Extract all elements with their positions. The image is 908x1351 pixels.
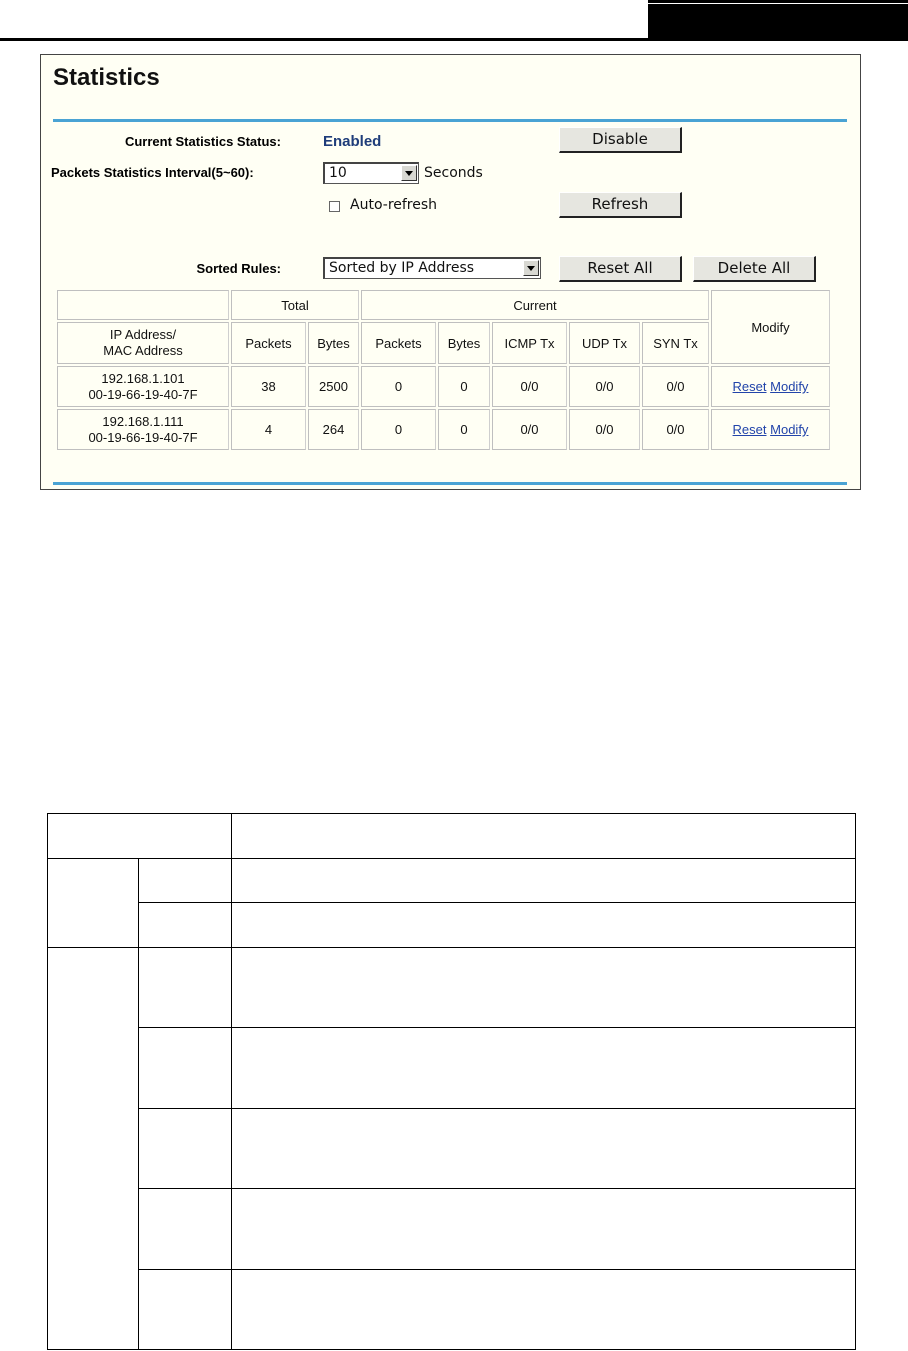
modify-link[interactable]: Modify [770,422,809,437]
empty-cell [232,1270,856,1350]
table-row [48,1189,856,1270]
reset-all-button[interactable]: Reset All [559,256,682,282]
empty-cell [48,948,139,1350]
column-header: UDP Tx [569,322,640,364]
auto-refresh-checkbox[interactable] [329,201,340,212]
chevron-down-icon [523,260,539,276]
statistics-table [55,288,832,452]
column-header: Bytes [308,322,359,364]
bottom-divider [53,482,847,485]
chevron-down-icon [401,165,417,181]
empty-corner-cell [57,290,229,320]
total-bytes-cell: 264 [308,409,359,450]
status-value: Enabled [323,133,382,150]
syn-tx-cell: 0/0 [642,409,709,450]
empty-cell [139,948,232,1028]
empty-cell [48,859,139,948]
modify-link[interactable]: Modify [770,379,809,394]
table-row [57,366,830,407]
empty-cell [232,1189,856,1270]
row-actions-cell [711,409,830,450]
column-header: Packets [231,322,306,364]
total-packets-cell: 38 [231,366,306,407]
address-cell [57,409,229,450]
disable-button[interactable]: Disable [559,127,682,153]
modify-header: Modify [711,290,830,364]
column-header: Bytes [438,322,490,364]
current-packets-cell: 0 [361,409,436,450]
icmp-tx-cell: 0/0 [492,366,567,407]
total-packets-cell: 4 [231,409,306,450]
description-table [47,813,856,1350]
top-divider [53,119,847,122]
mac-address: 00-19-66-19-40-7F [88,386,198,402]
empty-cell [232,859,856,903]
empty-cell [139,859,232,903]
empty-cell [139,1028,232,1109]
current-packets-cell: 0 [361,366,436,407]
address-cell [57,366,229,407]
mac-address: 00-19-66-19-40-7F [88,429,198,445]
interval-label: Packets Statistics Interval(5~60): [51,165,254,180]
empty-cell [139,1189,232,1270]
ip-address: 192.168.1.101 [101,370,185,386]
statistics-panel [40,54,861,490]
sort-select[interactable] [323,257,541,279]
table-row [48,903,856,948]
total-bytes-cell: 2500 [308,366,359,407]
interval-select[interactable] [323,162,419,184]
interval-select-value: 10 [329,165,347,181]
delete-all-button[interactable]: Delete All [693,256,816,282]
current-bytes-cell: 0 [438,366,490,407]
sort-select-value: Sorted by IP Address [329,260,475,276]
header-black-block [648,0,908,38]
table-group-header-row [57,290,830,320]
header-block-line [648,3,908,4]
table-row [57,409,830,450]
seconds-label: Seconds [424,165,483,181]
empty-cell [232,1109,856,1189]
sorted-rules-label: Sorted Rules: [196,261,281,276]
group-total-header: Total [231,290,359,320]
reset-link[interactable]: Reset [732,422,767,437]
table-row [48,1270,856,1350]
refresh-button[interactable]: Refresh [559,192,682,218]
empty-cell [232,948,856,1028]
column-header: Packets [361,322,436,364]
udp-tx-cell: 0/0 [569,409,640,450]
empty-cell [139,903,232,948]
table-row [48,859,856,903]
status-label: Current Statistics Status: [124,134,281,149]
row-actions-cell [711,366,830,407]
current-bytes-cell: 0 [438,409,490,450]
ip-address: 192.168.1.111 [102,413,184,429]
group-current-header: Current [361,290,709,320]
syn-tx-cell: 0/0 [642,366,709,407]
table-row [48,1028,856,1109]
empty-cell [139,1109,232,1189]
table-row [48,1109,856,1189]
table-row [48,814,856,859]
empty-cell [232,1028,856,1109]
page-header-rule [0,38,908,41]
reset-link[interactable]: Reset [732,379,767,394]
icmp-tx-cell: 0/0 [492,409,567,450]
empty-cell [232,814,856,859]
auto-refresh-label: Auto-refresh [350,197,438,213]
address-header: IP Address/ MAC Address [57,322,229,364]
column-header: ICMP Tx [492,322,567,364]
page-title: Statistics [53,64,160,91]
table-row [48,948,856,1028]
udp-tx-cell: 0/0 [569,366,640,407]
empty-cell [232,903,856,948]
empty-cell [139,1270,232,1350]
empty-cell [48,814,232,859]
column-header: SYN Tx [642,322,709,364]
